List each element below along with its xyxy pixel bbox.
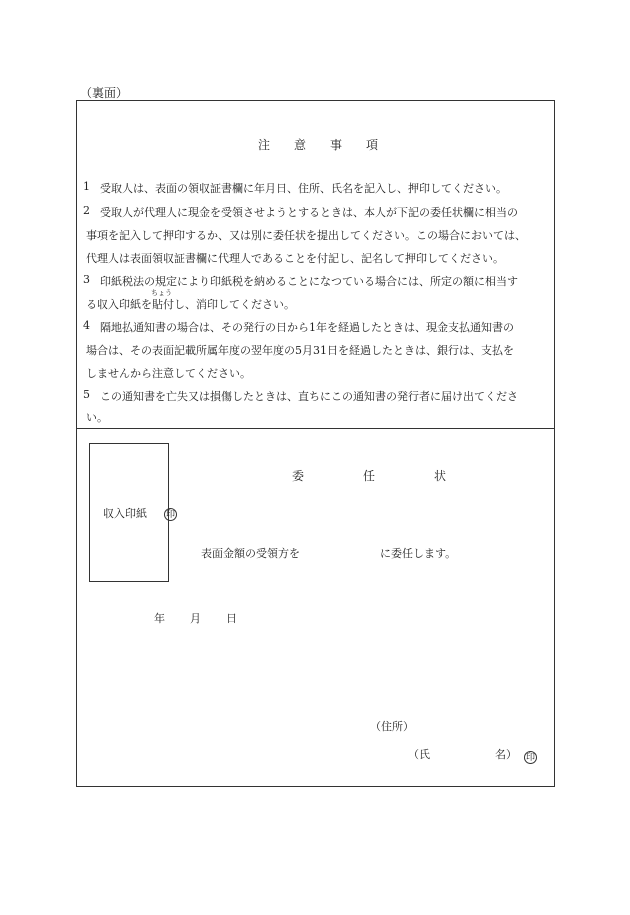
year-label: 年: [154, 612, 165, 625]
ruby-reading: ちょう: [151, 289, 172, 297]
title-char: 状: [434, 469, 447, 483]
note-line: この通知書を亡失又は損傷したときは、直ちにこの通知書の発行者に届け出てくださ: [100, 390, 518, 403]
note-line: 代理人は表面領収証書欄に代理人であることを付記し、記名して押印してください。: [86, 252, 504, 265]
section-divider: [76, 428, 555, 429]
name-label-open: （氏: [408, 748, 430, 761]
heading-char: 注: [258, 138, 271, 152]
heading-char: 意: [294, 138, 307, 152]
note-number: 5: [83, 388, 90, 401]
note-number: 4: [83, 319, 90, 332]
name-seal-row: [524, 747, 537, 766]
ruby-base: 貼: [152, 298, 163, 311]
note-line: 隔地払通知書の場合は、その発行の日から1年を経過したときは、現金支払通知書の: [100, 321, 514, 334]
seal-mark-icon: 印: [165, 509, 175, 520]
note-number: 2: [83, 204, 90, 217]
day-label: 日: [226, 612, 237, 625]
heading-char: 事: [330, 138, 343, 152]
note-line: い。: [86, 411, 108, 424]
note-line-text: 付し、消印してください。: [163, 298, 295, 311]
address-label: （住所）: [370, 720, 414, 733]
title-char: 任: [363, 469, 376, 483]
note-line: 受取人は、表面の領収証書欄に年月日、住所、氏名を記入し、押印してください。: [100, 182, 507, 195]
title-char: 委: [292, 469, 305, 483]
page-side-label: （裏面）: [80, 86, 129, 100]
name-label-close: 名）: [495, 748, 517, 761]
note-line: 受取人が代理人に現金を受領させようとするときは、本人が下記の委任状欄に相当の: [100, 206, 518, 219]
seal-mark-icon: 印: [525, 753, 535, 763]
revenue-stamp-label-row: [103, 505, 177, 521]
note-line: 場合は、その表面記載所属年度の翌年度の5月31日を経過したときは、銀行は、支払を: [86, 344, 514, 357]
revenue-stamp-label: 収入印紙: [103, 507, 147, 520]
delegation-text-before: 表面金額の受領方を: [201, 547, 300, 560]
heading-char: 項: [366, 138, 379, 152]
ruby-word: [151, 289, 172, 312]
note-line: 印紙税法の規定により印紙税を納めることになつている場合には、所定の額に相当す: [100, 275, 518, 288]
note-line-text: る収入印紙を: [86, 298, 152, 311]
note-line: しませんから注意してください。: [86, 367, 251, 380]
note-number: 3: [83, 273, 90, 286]
month-label: 月: [190, 612, 201, 625]
note-line: 事項を記入して押印するか、又は別に委任状を提出してください。この場合においては、: [86, 229, 526, 242]
delegation-text-after: に委任します。: [380, 547, 457, 560]
note-number: 1: [83, 180, 90, 193]
note-line: [86, 289, 295, 312]
